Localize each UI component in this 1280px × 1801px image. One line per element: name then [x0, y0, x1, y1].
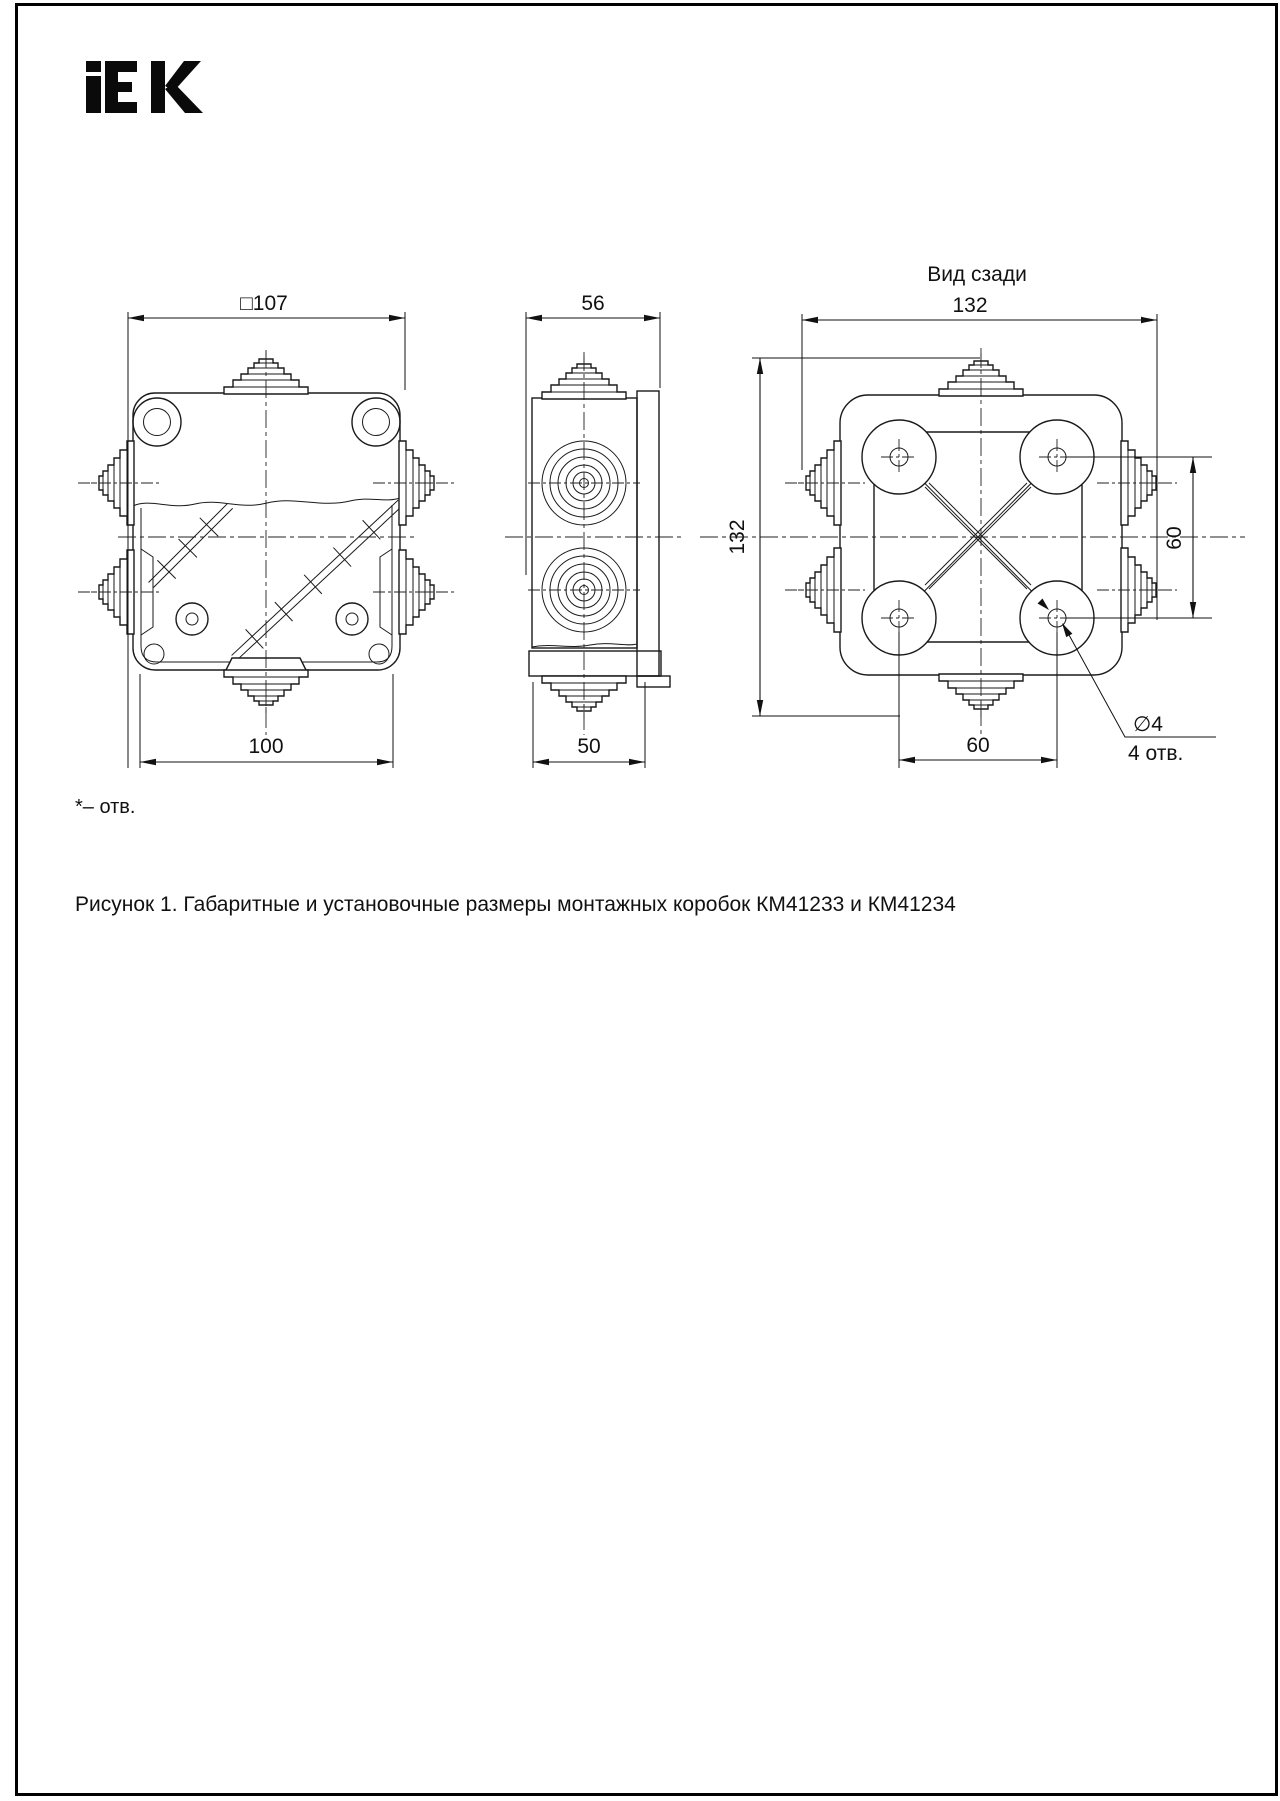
dim-back-hole-spacing-vertical: 60	[1163, 526, 1186, 550]
rib-strip	[225, 493, 409, 668]
break-line	[133, 498, 400, 506]
hole-diameter-label: ∅4	[1133, 713, 1163, 736]
dim-front-width-body: 100	[248, 735, 284, 758]
dim-back-height: 132	[726, 519, 749, 555]
front-view	[78, 292, 455, 768]
dim-back-hole-spacing-horizontal: 60	[966, 734, 990, 757]
dim-back-width: 132	[952, 294, 988, 317]
dim-side-depth-body: 50	[577, 735, 601, 758]
hole-count-label: 4 отв.	[1128, 742, 1184, 765]
back-view-title: Вид сзади	[927, 263, 1027, 286]
dim-side-depth-overall: 56	[581, 292, 605, 315]
back-view	[700, 263, 1245, 768]
rib-strip	[142, 497, 240, 595]
footnote: *– отв.	[75, 796, 136, 818]
dim-front-width-lid: □107	[240, 292, 288, 315]
figure-caption: Рисунок 1. Габаритные и установочные размеры монтажных коробок КМ41233 и КМ41234	[75, 893, 956, 916]
side-view	[505, 292, 685, 768]
